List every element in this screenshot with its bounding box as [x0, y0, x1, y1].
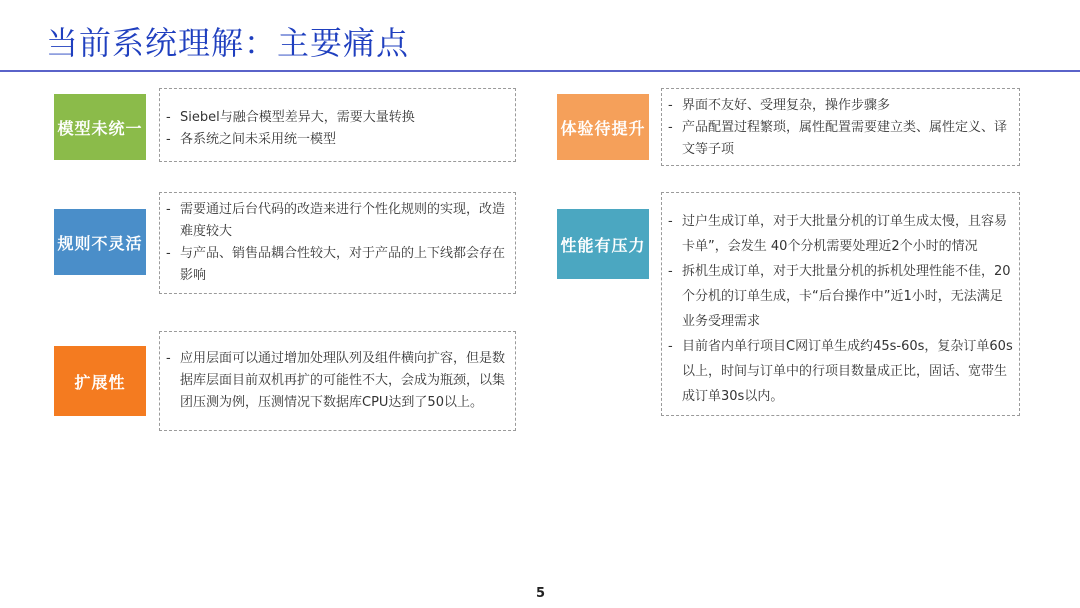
list-item: - Siebel与融合模型差异大，需要大量转换 [166, 110, 415, 125]
list-item: - 产品配置过程繁琐，属性配置需要建立类、属性定义、译文等子项 [668, 120, 1008, 157]
list-item: - 各系统之间未采用统一模型 [166, 132, 337, 147]
list-item: - 界面不友好、受理复杂，操作步骤多 [668, 98, 891, 113]
label-model-not-unified: 模型未统一 [54, 94, 146, 160]
desc-model-not-unified [159, 88, 516, 162]
list-item: - 与产品、销售品耦合性较大，对于产品的上下线都会存在影响 [166, 246, 506, 283]
list-item: - 目前省内单行项目C网订单生成约45s-60s，复杂订单60s以上，时间与订单中的行项目数量成正比，固话、宽带生成订单30s以内。 [668, 339, 1013, 404]
desc-rules-inflexible [159, 192, 516, 294]
page-number: 5 [536, 586, 546, 601]
label-experience-improvement: 体验待提升 [557, 94, 649, 160]
desc-experience-improvement [661, 88, 1020, 166]
label-rules-inflexible: 规则不灵活 [54, 209, 146, 275]
list-item: - 应用层面可以通过增加处理队列及组件横向扩容，但是数据库层面目前双机再扩的可能性不大，会成为瓶颈，以集团压测为例，压测情况下数据库CPU达到了50以上。 [166, 351, 506, 410]
slide-title: 当前系统理解：主要痛点 [46, 24, 410, 62]
list-item: - 过户生成订单，对于大批量分机的订单生成太慢，且容易卡单”，会发生 40个分机需要处理近2个小时的情况 [668, 214, 1008, 254]
title-divider [0, 70, 1080, 72]
list-item: - 拆机生成订单，对于大批量分机的拆机处理性能不佳，20个分机的订单生成，卡“后台操作中”近1小时，无法满足业务受理需求 [668, 264, 1011, 329]
desc-scalability [159, 331, 516, 431]
label-performance-pressure: 性能有压力 [557, 209, 649, 279]
label-scalability: 扩展性 [54, 346, 146, 416]
list-item: - 需要通过后台代码的改造来进行个性化规则的实现，改造难度较大 [166, 202, 506, 239]
desc-performance-pressure [661, 192, 1020, 416]
